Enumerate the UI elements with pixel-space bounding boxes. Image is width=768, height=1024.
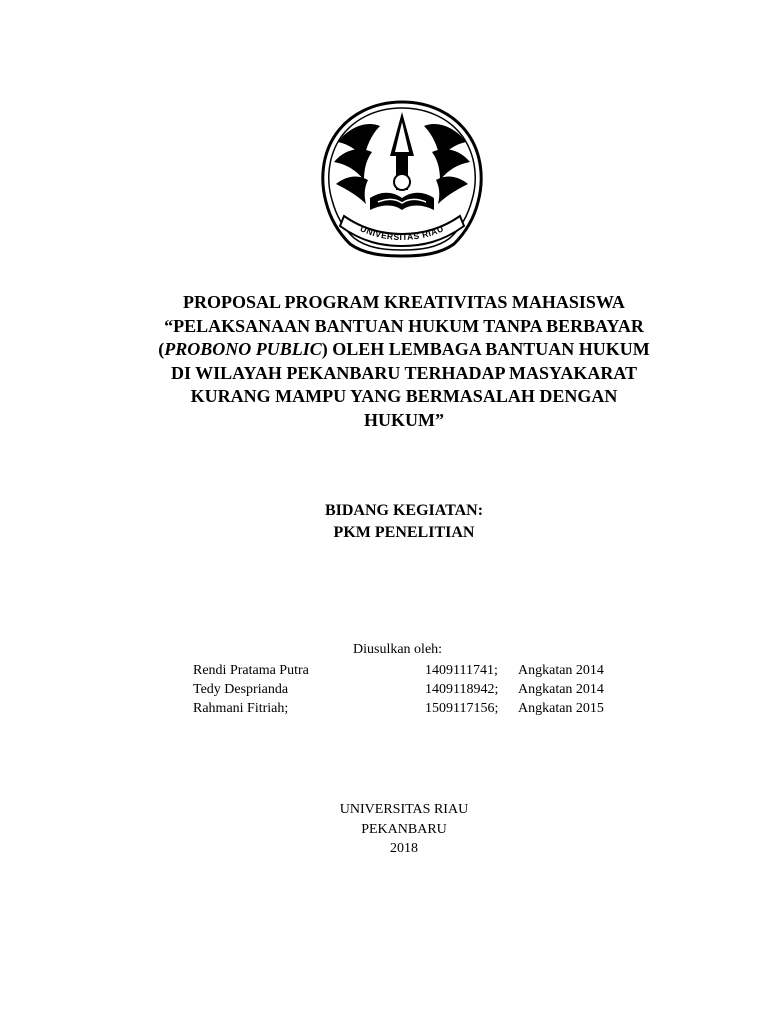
proposer-heading: Diusulkan oleh: [353, 642, 443, 657]
title-line-3-open: ( [158, 339, 165, 359]
logo-ribbon-text: UNIVERSITAS RIAU [358, 223, 446, 243]
bidang-label: BIDANG KEGIATAN: [324, 502, 484, 519]
proposal-title [80, 291, 728, 432]
proposer-angkatan: Angkatan 2014 [518, 682, 604, 697]
title-line-4: DI WILAYAH PEKANBARU TERHADAP MASYAKARAT [170, 362, 638, 383]
bidang-value: PKM PENELITIAN [333, 524, 475, 541]
proposer-angkatan: Angkatan 2015 [518, 701, 604, 716]
proposer-nim: 1509117156; [425, 701, 499, 716]
title-italic-probono: PROBONO PUBLIC [164, 339, 322, 359]
proposer-nim: 1409111741; [425, 663, 498, 678]
title-line-1: PROPOSAL PROGRAM KREATIVITAS MAHASISWA [183, 292, 625, 312]
year: 2018 [390, 841, 418, 856]
proposer-name: Tedy Desprianda [193, 682, 289, 697]
institution-block [200, 800, 608, 859]
title-line-2: “PELAKSANAAN BANTUAN HUKUM TANPA BERBAYAR [164, 315, 644, 336]
proposer-row [193, 699, 633, 719]
proposer-nim: 1409118942; [425, 682, 499, 697]
university-logo [318, 98, 486, 258]
proposer-name: Rahmani Fitriah; [193, 701, 289, 716]
bidang-kegiatan [80, 500, 728, 544]
title-line-6: HUKUM” [364, 409, 444, 430]
proposer-angkatan: Angkatan 2014 [518, 663, 604, 678]
proposer-row [193, 680, 633, 700]
university-name: UNIVERSITAS RIAU [339, 802, 469, 817]
title-line-5: KURANG MAMPU YANG BERMASALAH DENGAN [190, 386, 618, 406]
city-name: PEKANBARU [361, 821, 447, 837]
proposer-row [193, 661, 633, 681]
title-line-3-rest: ) OLEH LEMBAGA BANTUAN HUKUM [321, 339, 650, 359]
title-line-3 [80, 338, 728, 362]
proposer-name: Rendi Pratama Putra [193, 663, 309, 678]
